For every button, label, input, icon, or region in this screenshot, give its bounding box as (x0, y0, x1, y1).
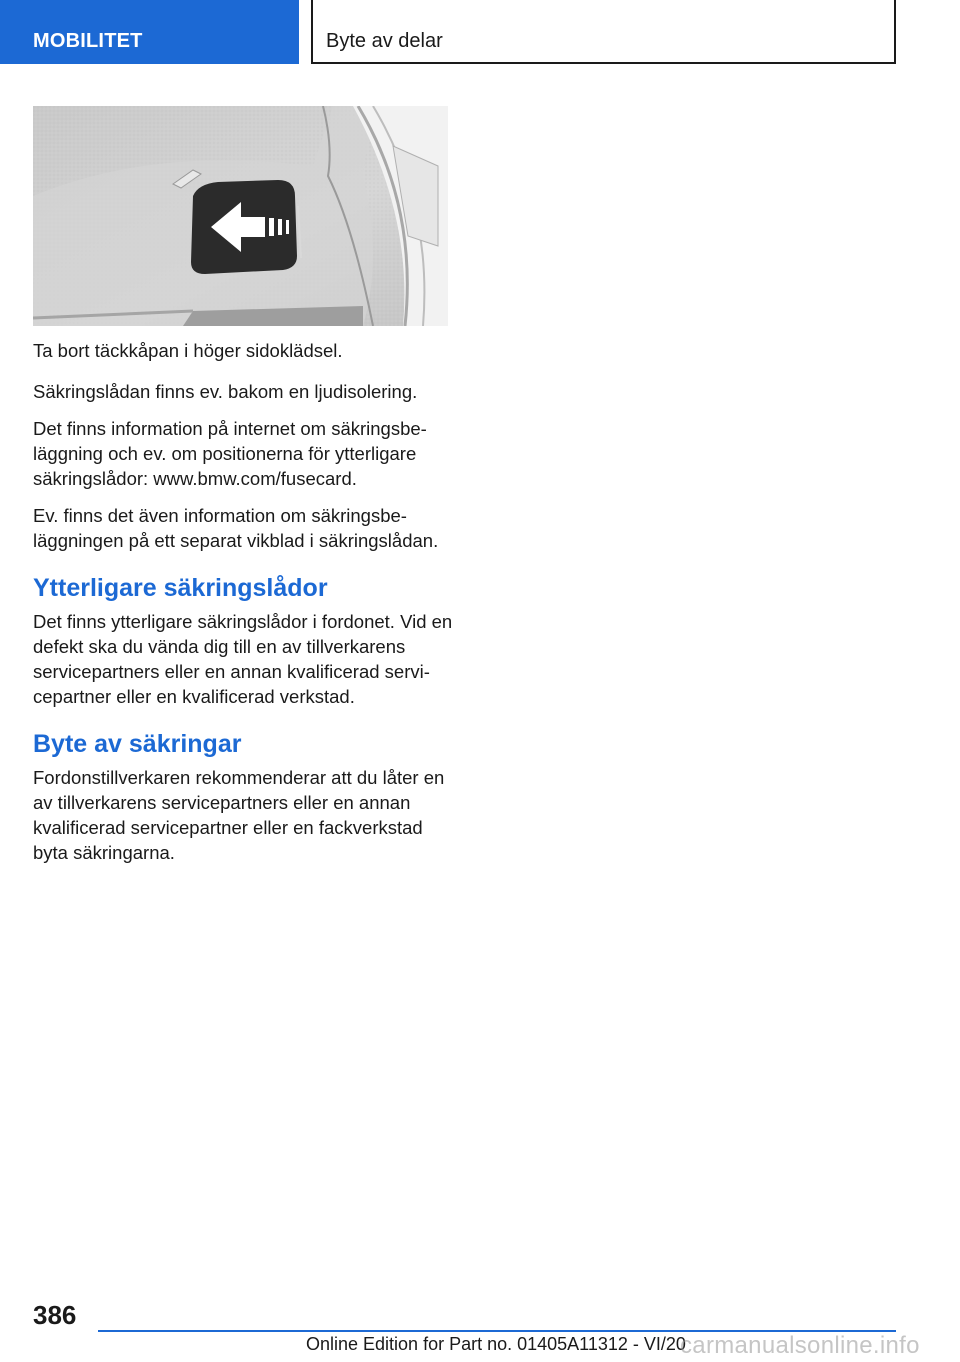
paragraph: Det finns information på internet om säkringsbeläggning och ev. om positionerna för ytterligare säkringslådor: www.bmw.com/fusecard. (33, 418, 427, 489)
figure-caption: Ta bort täckkåpan i höger sidoklädsel. (33, 340, 343, 361)
fuse-cover-illustration (33, 106, 448, 326)
section-heading: Ytterligare säkringslådor (33, 574, 328, 602)
footer-edition: Online Edition for Part no. 01405A11312 - VI/20 (306, 1334, 686, 1354)
main-column (33, 338, 453, 877)
paragraph: Det finns ytterligare säkringslådor i fordonet. Vid en defekt ska du vända dig till en av tillverkarens servicepartners eller en annan kvalificerad servicepartner eller en kvalificerad verkstad. (33, 611, 453, 707)
header-section-tab: MOBILITET (0, 0, 299, 64)
paragraph: Säkringslådan finns ev. bakom en ljudisolering. (33, 381, 418, 402)
section-heading: Byte av säkringar (33, 730, 242, 758)
watermark: carmanualsonline.info (680, 1332, 920, 1359)
paragraph: Fordonstillverkaren rekommenderar att du låter en av tillverkarens servicepartners eller en annan kvalificerad servicepartner eller en fackverkstad byta säkringarna. (33, 767, 445, 863)
page-number: 386 (33, 1300, 77, 1330)
paragraph: Ev. finns det även information om säkringsbeläggningen på ett separat vikblad i säkringslådan. (33, 505, 439, 551)
header-chapter-title: Byte av delar (311, 0, 896, 64)
